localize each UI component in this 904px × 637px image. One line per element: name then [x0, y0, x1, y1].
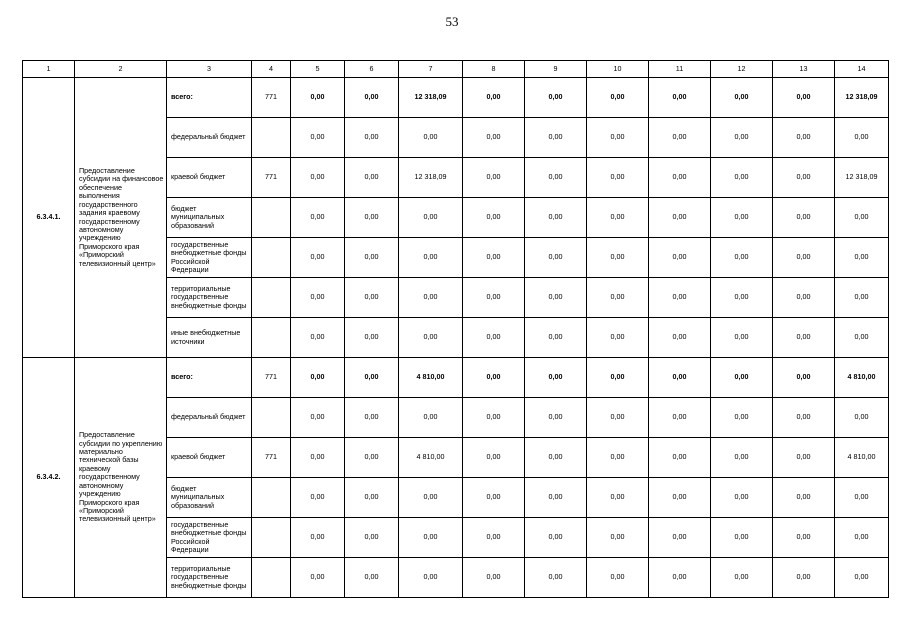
header-row [23, 61, 889, 78]
item-description: Предоставление субсидии на финансовое обеспечение выполнения государственного задания краевому государственному автономному учреждению Приморского края «Приморский телевизионный центр» [75, 78, 167, 358]
amount-cell: 0,00 [773, 118, 835, 158]
grbs-code [252, 198, 291, 238]
amount-cell: 4 810,00 [399, 358, 463, 398]
amount-cell: 0,00 [587, 318, 649, 358]
funding-source: государственные внебюджетные фонды Российской Федерации [167, 238, 252, 278]
amount-cell: 0,00 [773, 318, 835, 358]
funding-source: государственные внебюджетные фонды Российской Федерации [167, 518, 252, 558]
grbs-code: 771 [252, 438, 291, 478]
amount-cell: 0,00 [463, 78, 525, 118]
amount-cell: 0,00 [463, 398, 525, 438]
amount-cell: 0,00 [649, 158, 711, 198]
amount-cell: 0,00 [773, 158, 835, 198]
amount-cell: 0,00 [711, 78, 773, 118]
amount-cell: 0,00 [399, 318, 463, 358]
grbs-code: 771 [252, 158, 291, 198]
funding-source: всего: [167, 358, 252, 398]
amount-cell: 0,00 [773, 518, 835, 558]
amount-cell: 0,00 [291, 78, 345, 118]
amount-cell: 0,00 [345, 78, 399, 118]
amount-cell: 0,00 [649, 278, 711, 318]
header-cell: 12 [711, 61, 773, 78]
amount-cell: 0,00 [345, 198, 399, 238]
amount-cell: 0,00 [773, 198, 835, 238]
grbs-code: 771 [252, 78, 291, 118]
amount-cell: 0,00 [835, 118, 889, 158]
amount-cell: 0,00 [649, 318, 711, 358]
header-cell: 7 [399, 61, 463, 78]
table-row [23, 358, 889, 398]
amount-cell: 0,00 [291, 278, 345, 318]
grbs-code [252, 318, 291, 358]
amount-cell: 0,00 [345, 398, 399, 438]
header-cell: 4 [252, 61, 291, 78]
amount-cell: 0,00 [525, 518, 587, 558]
funding-source: краевой бюджет [167, 438, 252, 478]
amount-cell: 0,00 [711, 438, 773, 478]
amount-cell: 0,00 [835, 518, 889, 558]
amount-cell: 0,00 [587, 158, 649, 198]
amount-cell: 0,00 [463, 278, 525, 318]
amount-cell: 0,00 [711, 278, 773, 318]
funding-source: федеральный бюджет [167, 118, 252, 158]
amount-cell: 12 318,09 [399, 158, 463, 198]
amount-cell: 0,00 [345, 318, 399, 358]
header-cell: 8 [463, 61, 525, 78]
amount-cell: 0,00 [711, 478, 773, 518]
amount-cell: 0,00 [773, 358, 835, 398]
amount-cell: 0,00 [835, 398, 889, 438]
amount-cell: 0,00 [711, 118, 773, 158]
amount-cell: 0,00 [711, 398, 773, 438]
amount-cell: 0,00 [291, 438, 345, 478]
amount-cell: 0,00 [835, 238, 889, 278]
amount-cell: 0,00 [463, 358, 525, 398]
amount-cell: 0,00 [345, 238, 399, 278]
amount-cell: 0,00 [291, 358, 345, 398]
amount-cell: 0,00 [649, 238, 711, 278]
grbs-code: 771 [252, 358, 291, 398]
item-code: 6.3.4.1. [23, 78, 75, 358]
amount-cell: 0,00 [463, 478, 525, 518]
grbs-code [252, 278, 291, 318]
amount-cell: 0,00 [587, 438, 649, 478]
amount-cell: 0,00 [587, 398, 649, 438]
amount-cell: 0,00 [773, 278, 835, 318]
amount-cell: 0,00 [345, 278, 399, 318]
amount-cell: 0,00 [525, 318, 587, 358]
header-cell: 10 [587, 61, 649, 78]
amount-cell: 0,00 [587, 78, 649, 118]
amount-cell: 0,00 [291, 318, 345, 358]
amount-cell: 0,00 [291, 478, 345, 518]
amount-cell: 0,00 [587, 518, 649, 558]
amount-cell: 0,00 [525, 78, 587, 118]
amount-cell: 0,00 [463, 158, 525, 198]
amount-cell: 0,00 [773, 238, 835, 278]
funding-source: федеральный бюджет [167, 398, 252, 438]
amount-cell: 0,00 [525, 118, 587, 158]
grbs-code [252, 118, 291, 158]
amount-cell: 12 318,09 [835, 158, 889, 198]
budget-table [22, 60, 889, 598]
header-cell: 2 [75, 61, 167, 78]
amount-cell: 0,00 [525, 158, 587, 198]
funding-source: всего: [167, 78, 252, 118]
amount-cell: 0,00 [463, 438, 525, 478]
amount-cell: 0,00 [773, 438, 835, 478]
amount-cell: 0,00 [649, 198, 711, 238]
amount-cell: 0,00 [525, 278, 587, 318]
amount-cell: 0,00 [463, 118, 525, 158]
header-cell: 13 [773, 61, 835, 78]
table-row [23, 78, 889, 118]
amount-cell: 0,00 [587, 118, 649, 158]
funding-source: бюджет муниципальных образований [167, 198, 252, 238]
grbs-code [252, 518, 291, 558]
amount-cell: 0,00 [773, 558, 835, 598]
amount-cell: 0,00 [345, 158, 399, 198]
header-cell: 6 [345, 61, 399, 78]
funding-source: территориальные государственные внебюджетные фонды [167, 558, 252, 598]
amount-cell: 0,00 [525, 238, 587, 278]
amount-cell: 0,00 [525, 358, 587, 398]
header-cell: 9 [525, 61, 587, 78]
grbs-code [252, 398, 291, 438]
amount-cell: 0,00 [835, 278, 889, 318]
amount-cell: 0,00 [835, 558, 889, 598]
amount-cell: 0,00 [463, 518, 525, 558]
amount-cell: 0,00 [711, 518, 773, 558]
header-cell: 1 [23, 61, 75, 78]
amount-cell: 0,00 [399, 118, 463, 158]
header-cell: 14 [835, 61, 889, 78]
amount-cell: 0,00 [835, 478, 889, 518]
amount-cell: 0,00 [399, 558, 463, 598]
amount-cell: 0,00 [525, 438, 587, 478]
amount-cell: 0,00 [649, 478, 711, 518]
amount-cell: 0,00 [525, 198, 587, 238]
amount-cell: 0,00 [463, 558, 525, 598]
amount-cell: 0,00 [399, 238, 463, 278]
funding-source: территориальные государственные внебюджетные фонды [167, 278, 252, 318]
amount-cell: 0,00 [649, 358, 711, 398]
amount-cell: 0,00 [399, 478, 463, 518]
header-cell: 3 [167, 61, 252, 78]
grbs-code [252, 238, 291, 278]
funding-source: краевой бюджет [167, 158, 252, 198]
amount-cell: 0,00 [587, 238, 649, 278]
amount-cell: 0,00 [649, 438, 711, 478]
amount-cell: 0,00 [649, 398, 711, 438]
amount-cell: 0,00 [291, 558, 345, 598]
amount-cell: 0,00 [649, 118, 711, 158]
amount-cell: 0,00 [587, 478, 649, 518]
amount-cell: 0,00 [399, 398, 463, 438]
amount-cell: 0,00 [525, 398, 587, 438]
amount-cell: 0,00 [345, 558, 399, 598]
amount-cell: 4 810,00 [399, 438, 463, 478]
amount-cell: 0,00 [649, 78, 711, 118]
amount-cell: 0,00 [291, 518, 345, 558]
amount-cell: 0,00 [587, 198, 649, 238]
amount-cell: 0,00 [711, 158, 773, 198]
item-description: Предоставление субсидии по укреплению материально технической базы краевому государственному автономному учреждению Приморского края «Приморский телевизионный центр» [75, 358, 167, 598]
amount-cell: 0,00 [711, 358, 773, 398]
amount-cell: 0,00 [587, 278, 649, 318]
page-number: 53 [445, 14, 459, 29]
amount-cell: 0,00 [345, 118, 399, 158]
amount-cell: 0,00 [711, 558, 773, 598]
amount-cell: 0,00 [399, 198, 463, 238]
amount-cell: 0,00 [291, 118, 345, 158]
amount-cell: 0,00 [773, 78, 835, 118]
amount-cell: 12 318,09 [835, 78, 889, 118]
grbs-code [252, 558, 291, 598]
amount-cell: 0,00 [587, 558, 649, 598]
amount-cell: 0,00 [291, 398, 345, 438]
amount-cell: 4 810,00 [835, 358, 889, 398]
amount-cell: 0,00 [587, 358, 649, 398]
amount-cell: 0,00 [345, 518, 399, 558]
amount-cell: 0,00 [649, 518, 711, 558]
amount-cell: 12 318,09 [399, 78, 463, 118]
amount-cell: 0,00 [291, 238, 345, 278]
amount-cell: 0,00 [773, 398, 835, 438]
table-body [23, 61, 889, 598]
header-cell: 5 [291, 61, 345, 78]
amount-cell: 0,00 [345, 438, 399, 478]
amount-cell: 0,00 [399, 278, 463, 318]
amount-cell: 0,00 [835, 198, 889, 238]
amount-cell: 0,00 [291, 158, 345, 198]
amount-cell: 0,00 [345, 478, 399, 518]
amount-cell: 0,00 [835, 318, 889, 358]
amount-cell: 0,00 [711, 198, 773, 238]
item-code: 6.3.4.2. [23, 358, 75, 598]
amount-cell: 0,00 [773, 478, 835, 518]
header-cell: 11 [649, 61, 711, 78]
amount-cell: 0,00 [525, 558, 587, 598]
grbs-code [252, 478, 291, 518]
amount-cell: 0,00 [711, 318, 773, 358]
amount-cell: 4 810,00 [835, 438, 889, 478]
amount-cell: 0,00 [463, 318, 525, 358]
amount-cell: 0,00 [399, 518, 463, 558]
amount-cell: 0,00 [525, 478, 587, 518]
funding-source: иные внебюджетные источники [167, 318, 252, 358]
amount-cell: 0,00 [711, 238, 773, 278]
amount-cell: 0,00 [463, 198, 525, 238]
amount-cell: 0,00 [291, 198, 345, 238]
amount-cell: 0,00 [345, 358, 399, 398]
amount-cell: 0,00 [463, 238, 525, 278]
amount-cell: 0,00 [649, 558, 711, 598]
funding-source: бюджет муниципальных образований [167, 478, 252, 518]
